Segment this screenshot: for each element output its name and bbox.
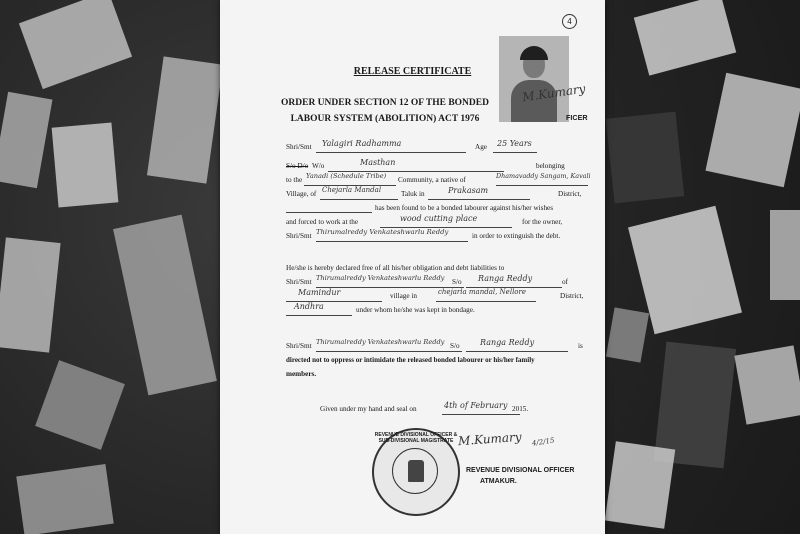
label-so: S/o bbox=[452, 278, 462, 286]
belonging-text: belonging bbox=[536, 162, 565, 170]
district2-text: District, bbox=[560, 292, 584, 300]
given-year: 2015. bbox=[512, 405, 529, 413]
members-text: members. bbox=[286, 370, 317, 378]
label-shri-smt-3: Shri/Smt bbox=[286, 342, 312, 350]
release-certificate-document bbox=[220, 0, 605, 534]
officer-title: REVENUE DIVISIONAL OFFICER bbox=[466, 467, 575, 474]
background-shard bbox=[606, 307, 649, 362]
state-value: Andhra bbox=[294, 302, 324, 311]
background-shard bbox=[19, 0, 132, 89]
background-shard bbox=[634, 0, 736, 76]
background-shard bbox=[52, 123, 119, 208]
background-shard bbox=[16, 464, 113, 534]
background-shard bbox=[0, 92, 52, 188]
labourer-name: Yalagiri Radhamma bbox=[322, 139, 402, 148]
owner3-name: Thirumalreddy Venkateshwarlu Reddy bbox=[316, 338, 445, 346]
work-place: wood cutting place bbox=[400, 214, 478, 223]
mandal-value: chejarla mandal, Nellore bbox=[438, 288, 527, 296]
label-shri-smt-2: Shri/Smt bbox=[286, 278, 312, 286]
village-in-text: village in bbox=[390, 292, 417, 300]
officer-signature: M.Kumary bbox=[457, 429, 523, 449]
state-underline bbox=[286, 315, 352, 316]
owner-underline bbox=[316, 241, 468, 242]
document-heading: ORDER UNDER SECTION 12 OF THE BONDED LABOUR SYSTEM (ABOLITION) ACT 1976 bbox=[281, 98, 489, 124]
name-underline bbox=[316, 152, 466, 153]
husband-name: Masthan bbox=[360, 158, 396, 167]
signature-date: 4/2/15 bbox=[531, 436, 555, 448]
label-shri-smt-owner: Shri/Smt bbox=[286, 232, 312, 240]
owner3-underline bbox=[316, 351, 462, 352]
age-underline bbox=[493, 152, 537, 153]
extinguish-text: in order to extinguish the debt. bbox=[472, 232, 561, 240]
given-date: 4th of February bbox=[444, 401, 508, 410]
background-shard bbox=[770, 210, 800, 300]
background-shard bbox=[35, 360, 125, 450]
native-value: Dhamavaddy Sangam, Kavali bbox=[496, 172, 591, 180]
owner2-name: Thirumalreddy Venkateshwarlu Reddy bbox=[316, 274, 445, 282]
background-shard bbox=[0, 237, 61, 352]
background-shard bbox=[606, 112, 685, 204]
bondage-text: under whom he/she was kept in bondage. bbox=[356, 306, 475, 314]
district-value: Prakasam bbox=[448, 186, 489, 195]
is-text: is bbox=[578, 342, 583, 350]
document-title: RELEASE CERTIFICATE bbox=[353, 66, 472, 77]
father3-underline bbox=[466, 351, 568, 352]
taluk-text: Taluk in bbox=[401, 190, 425, 198]
village-underline bbox=[320, 199, 398, 200]
mandal-underline bbox=[436, 301, 536, 302]
village2-name: Mamindur bbox=[298, 288, 341, 297]
photo-hair bbox=[520, 46, 548, 60]
forced-text: and forced to work at the bbox=[286, 218, 359, 226]
community-text: Community, a native of bbox=[398, 176, 466, 184]
seal-text: REVENUE DIVISIONAL OFFICER & SUB-DIVISIONAL MAGISTRATE bbox=[374, 432, 458, 444]
label-shri-smt: Shri/Smt bbox=[286, 143, 312, 151]
district-underline bbox=[428, 199, 530, 200]
seal-emblem bbox=[408, 460, 424, 482]
owner-name: Thirumalreddy Venkateshwarlu Reddy bbox=[316, 228, 449, 236]
age-value: 25 Years bbox=[497, 139, 532, 148]
father3-name: Ranga Reddy bbox=[480, 338, 535, 347]
background-shard bbox=[113, 215, 217, 396]
blank-underline bbox=[286, 212, 372, 213]
officer-place: ATMAKUR. bbox=[480, 478, 517, 485]
bonded-text: has been found to be a bonded labourer against his/her wishes bbox=[375, 204, 554, 212]
label-wo: W/o bbox=[312, 162, 325, 170]
district-text: District, bbox=[558, 190, 582, 198]
given-text: Given under my hand and seal on bbox=[320, 405, 417, 413]
page-number: 4 bbox=[562, 14, 577, 29]
background-shard bbox=[705, 73, 800, 187]
community-value: Yanadi (Schedule Tribe) bbox=[306, 172, 387, 180]
directed-text: directed not to oppress or intimidate the released bonded labourer or his/her family bbox=[286, 356, 535, 364]
official-seal bbox=[372, 428, 460, 516]
declared-free-text: He/she is hereby declared free of all his/her obligation and debt liabilities to bbox=[286, 264, 505, 272]
native-underline bbox=[496, 185, 588, 186]
background-shard bbox=[147, 56, 223, 183]
to-the-text: to the bbox=[286, 176, 303, 184]
village-value: Chejarla Mandal bbox=[322, 186, 382, 194]
father-name: Ranga Reddy bbox=[478, 274, 533, 283]
label-so-do: S/o D/o bbox=[286, 162, 309, 170]
background-shard bbox=[734, 345, 800, 424]
date-underline bbox=[442, 414, 520, 415]
photo-signature: M.Kumary bbox=[521, 81, 587, 105]
village-of-text: Village, of bbox=[286, 190, 317, 198]
photo-caption: FICER bbox=[566, 113, 588, 122]
of-text: of bbox=[562, 278, 568, 286]
age-label: Age bbox=[475, 143, 487, 151]
label-so-3: S/o bbox=[450, 342, 460, 350]
owner-text: for the owner, bbox=[522, 218, 563, 226]
background-shard bbox=[605, 441, 676, 529]
